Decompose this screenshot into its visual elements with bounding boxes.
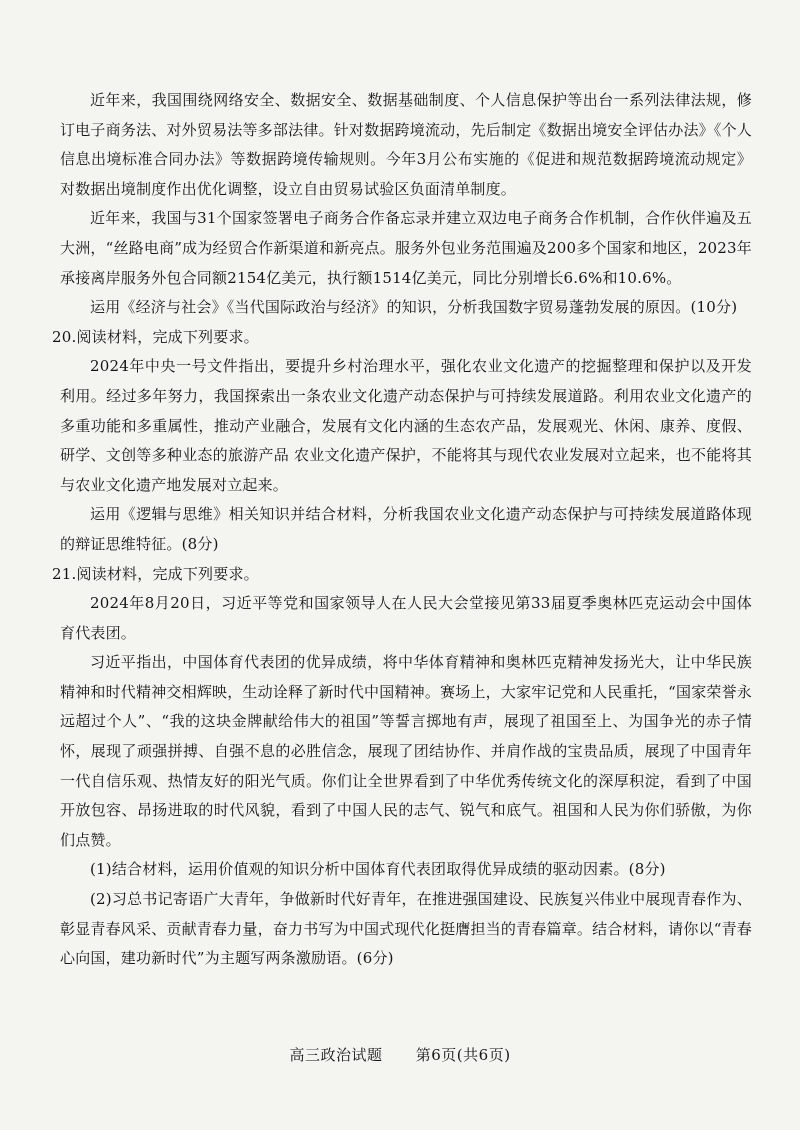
q19-task: 运用《经济与社会》《当代国际政治与经济》的知识，分析我国数字贸易蓬勃发展的原因。(10分) — [90, 298, 738, 317]
q19-material-paragraph-1: 近年来，我国围绕网络安全、数据安全、数据基础制度、个人信息保护等出台一系列法律法规，修订电子商务法、对外贸易法等多部法律。针对数据跨境流动，先后制定《数据出境安全评估办法》《个人信息出境标准合同办法》等数据跨境传输规则。今年3月公布实施的《促进和规范数据跨境流动规定》对数据出境制度作出优化调整，设立自由贸易试验区负面清单制度。 — [60, 91, 752, 198]
footer-page-number: 第6页(共6页) — [415, 1046, 511, 1064]
q20-heading: 20.阅读材料，完成下列要求。 — [52, 327, 259, 346]
q20-task: 运用《逻辑与思维》相关知识并结合材料，分析我国农业文化遗产动态保护与可持续发展道路体现的辩证思维特征。(8分) — [60, 505, 752, 553]
exam-content — [52, 86, 752, 974]
q21-heading: 21.阅读材料，完成下列要求。 — [52, 564, 259, 583]
q20-material: 2024年中央一号文件指出，要提升乡村治理水平，强化农业文化遗产的挖掘整理和保护以及开发利用。经过多年努力，我国探索出一条农业文化遗产动态保护与可持续发展道路。利用农业文化遗产的多重功能和多重属性，推动产业融合，发展有文化内涵的生态农产品，发展观光、休闲、康养、度假、研学、文创等多种业态的旅游产品 农业文化遗产保护，不能将其与现代农业发展对立起来，也不能将其与农业文化遗产地发展对立起来。 — [60, 357, 752, 494]
q21-material-paragraph-1: 2024年8月20日，习近平等党和国家领导人在人民大会堂接见第33届夏季奥林匹克运动会中国体育代表团。 — [60, 594, 752, 642]
page-footer — [0, 1044, 800, 1065]
q21-subquestion-2: (2)习总书记寄语广大青年，争做新时代好青年，在推进强国建设、民族复兴伟业中展现青春作为、彰显青春风采、贡献青春力量，奋力书写为中国式现代化挺膺担当的青春篇章。结合材料，请你以“青春心向国，建功新时代”为主题写两条激励语。(6分) — [60, 890, 752, 968]
q21-subquestion-1: (1)结合材料，运用价值观的知识分析中国体育代表团取得优异成绩的驱动因素。(8分) — [90, 860, 666, 879]
q19-material-paragraph-2: 近年来，我国与31个国家签署电子商务合作备忘录并建立双边电子商务合作机制，合作伙伴遍及五大洲，“丝路电商”成为经贸合作新渠道和新亮点。服务外包业务范围遍及200多个国家和地区，2023年承接离岸服务外包合同额2154亿美元，执行额1514亿美元，同比分别增长6.6%和10.6%。 — [60, 209, 752, 287]
footer-subject: 高三政治试题 — [289, 1046, 383, 1064]
q21-material-paragraph-2: 习近平指出，中国体育代表团的优异成绩，将中华体育精神和奥林匹克精神发扬光大，让中华民族精神和时代精神交相辉映，生动诠释了新时代中国精神。赛场上，大家牢记党和人民重托，“国家荣誉永远超过个人”、“我的这块金牌献给伟大的祖国”等誓言掷地有声，展现了祖国至上、为国争光的赤子情怀，展现了顽强拼搏、自强不息的必胜信念，展现了团结协作、并肩作战的宝贵品质，展现了中国青年一代自信乐观、热情友好的阳光气质。你们让全世界看到了中华优秀传统文化的深厚积淀，看到了中国开放包容、昂扬进取的时代风貌，看到了中国人民的志气、锐气和底气。祖国和人民为你们骄傲，为你们点赞。 — [60, 653, 752, 849]
